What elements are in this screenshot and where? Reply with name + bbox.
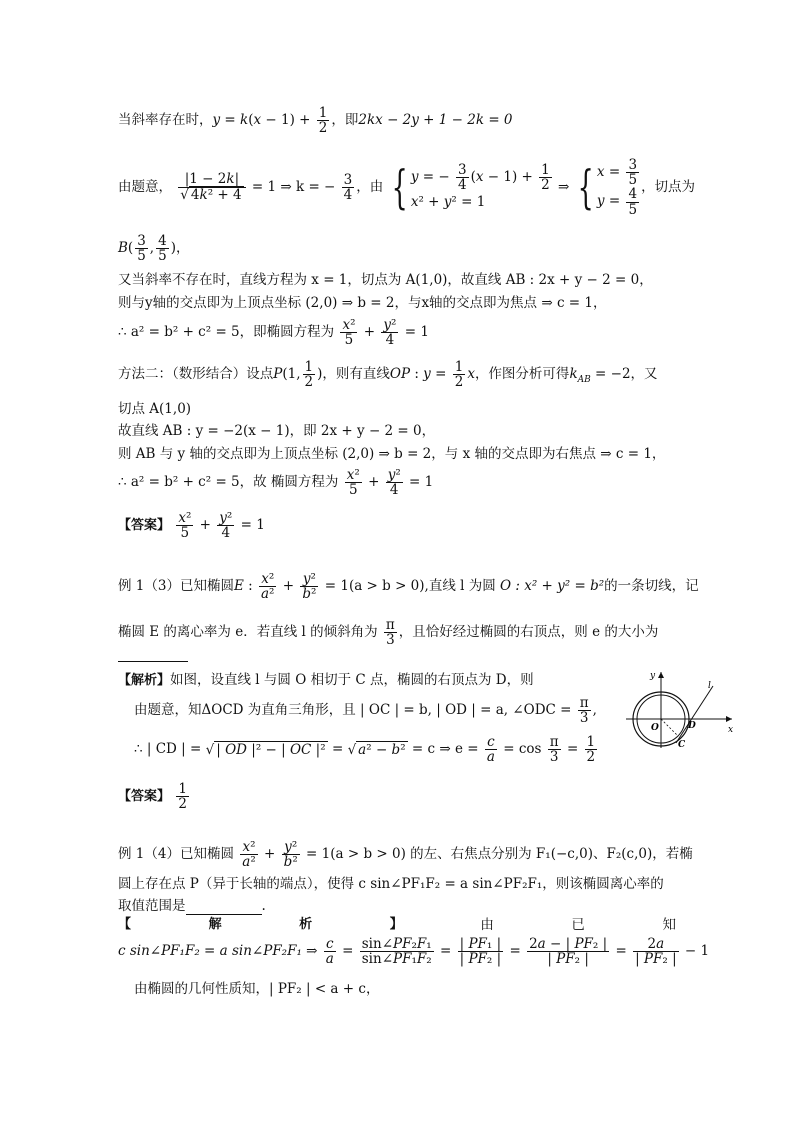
intercepts-text: 则与y轴的交点即为上顶点坐标 (2,0) ⇒ b = 2，与x轴的交点即为焦点 ⇒ c = 1， (118, 295, 607, 311)
text: ∴ a² = b² + c² = 5，即椭圆方程为 (118, 324, 335, 341)
vertical-line-text: 又当斜率不存在时，直线方程为 x = 1，切点为 A(1,0)，故直线 AB : 2x + y − 2 = 0， (118, 272, 653, 288)
text: ，则有直线 (322, 366, 390, 383)
text: 如图，设直线 l 与圆 O 相切于 C 点，椭圆的右顶点为 D，则 (170, 672, 534, 688)
tangent-equation: 2kx − 2y + 1 − 2k = 0 (358, 112, 513, 129)
text: 例 1（3）已知椭圆 (118, 578, 234, 595)
text: = (566, 741, 579, 758)
slope-exists-line: 当斜率存在时，y = k(x − 1) + $\frac{1}{2}$ ，即2kx − 2y + 1 − 2k = 0 (118, 105, 513, 137)
char: 析 (299, 917, 313, 932)
ex3-analysis (118, 668, 534, 688)
tangent-A-text: 切点 A(1,0) (118, 401, 192, 417)
by-question-line: 由题意， $\frac{|1 - 2k|}{\text{√ 4k² + 4}}$ = 1 ⇒ k = − $\frac{3}{4}$ ，由 { y = − $\frac{3}{4}$ (x − 1) + $\frac{1}{2}$ x² + y² = 1 ⇒ { x = $\frac{3}{5}$ y = $\frac{4}{5}$ ，切点为 (118, 157, 696, 218)
answer-tag: 【答案】 (118, 789, 171, 805)
ex4-line1: 例 1（4）已知椭圆 $\frac{\text{x²}}{\text{a²}}$ + $\frac{\text{y²}}{\text{b²}}$ = 1(a > b > 0) 的左、右焦点分别为 F₁(−c,0)、F₂(c,0)，若椭 (118, 839, 693, 871)
ellipse-eq2-line: ∴ a² = b² + c² = 5，故 椭圆方程为 $\frac{\text{x²}}{5}$ + $\frac{\text{y²}}{4}$ = 1 (118, 467, 434, 499)
text: 的一条切线，记 (604, 578, 699, 595)
text: ，且恰好经过椭圆的右顶点，则 e 的大小为 (398, 624, 659, 641)
line-AB-text: 故直线 AB : y = −2(x − 1)，即 2x + y − 2 = 0， (118, 423, 436, 439)
text: . (261, 898, 266, 914)
ex3-triangle-line: 由题意，知ΔOCD 为直角三角形，且 | OC | = b, | OD | = a, ∠ODC = $\frac{\pi}{3}$ , (134, 695, 597, 727)
ex3-blank (118, 645, 188, 662)
ex4-geom: 由椭圆的几何性质知，| PF₂ | < a + c， (134, 981, 380, 997)
char: 】 (389, 917, 403, 932)
char: 解 (208, 917, 222, 932)
text: 当斜率存在时， (118, 112, 213, 129)
fig-label-x: x (728, 725, 734, 735)
text: = 1 (240, 517, 265, 534)
text: ∴ a² = b² + c² = 5，故 椭圆方程为 (118, 474, 339, 491)
answer-tag: 【答案】 (118, 518, 171, 534)
fig-label-C: C (678, 740, 686, 750)
text: 由题意，知ΔOCD 为直角三角形，且 | OC | = b, | OD | = a, ∠ODC = (134, 702, 572, 719)
text: = 1(a > b > 0) (324, 578, 425, 595)
ex4-analysis-spread (118, 913, 676, 933)
ex3-line1: 例 1（3）已知椭圆E : $\frac{\text{x²}}{\text{a²}}$ + $\frac{\text{y²}}{\text{b²}}$ = 1(a > b > 0),直线 l 为圆 O : x² + y² = b²的一条切线，记 (118, 571, 699, 603)
text: = 1 ⇒ k = − (251, 178, 336, 195)
ellipse-eq-line: ∴ a² = b² + c² = 5，即椭圆方程为 $\frac{\text{x²}}{5}$ + $\frac{\text{y²}}{4}$ = 1 (118, 317, 429, 349)
text: = 1(a > b > 0) 的左、右焦点分别为 F₁(−c,0)、F₂(c,0)，若椭 (306, 846, 693, 863)
text: = 1 (404, 324, 429, 341)
circle-eq: O : x² + y² = b² (500, 578, 605, 595)
fraction: $\frac{3}{4}$ (343, 171, 353, 203)
text: 由题意， (118, 178, 172, 195)
answer1-line: 【答案】 $\frac{\text{x²}}{5}$ + $\frac{\text{y²}}{4}$ = 1 (118, 510, 265, 542)
ex4-chain: c sin∠PF₁F₂ = a sin∠PF₂F₁ ⇒ $\frac{c}{a}$ = $\frac{\text{sin∠PF₂F₁}}{\text{sin∠PF₁F₂}}$ = $\frac{\text{| PF₁ |}}{\text{| PF₂ |}}$ = $\frac{\text{2a − | PF₂ |}}{\text{| PF₂ |}}$ = $\frac{2a}{\text{| PF₂ |}}$ − 1 (118, 936, 710, 968)
text: ，作图分析可得 (474, 366, 570, 383)
text: c sin∠PF₁F₂ = a sin∠PF₂F₁ ⇒ (118, 943, 318, 960)
b-point-line: B( $\frac{3}{5}$ , $\frac{4}{5}$ )， (118, 233, 190, 265)
distance-fraction: $\frac{|1 - 2k|}{\text{√ 4k² + 4}}$ (178, 172, 245, 202)
ex3-line2: 椭圆 E 的离心率为 e．若直线 l 的倾斜角为 $\frac{\pi}{3}$ ，且恰好经过椭圆的右顶点，则 e 的大小为 (118, 617, 659, 649)
text: 椭圆 E 的离心率为 e．若直线 l 的倾斜角为 (118, 624, 378, 641)
char: 知 (662, 917, 676, 933)
fig-label-O: O (651, 723, 659, 733)
text: ，切点为 (641, 178, 696, 195)
ellipse-tangent-figure (620, 666, 738, 750)
text: 方法二：（数形结合）设点 (118, 366, 274, 383)
solution-system: x = $\frac{3}{5}$ y = $\frac{4}{5}$ (596, 157, 638, 218)
ex3-cd-line: ∴ | CD | = √ | OD |² − | OC |² = √ a² − b² = c ⇒ e = $\frac{c}{a}$ = cos $\frac{\pi}{3}$ = $\frac{1}{2}$ (134, 734, 596, 766)
char: 已 (571, 917, 585, 933)
text: ,直线 l 为圆 (424, 578, 496, 595)
fig-label-y: y (650, 671, 656, 681)
method2-intro: 方法二：（数形结合）设点P(1, $\frac{1}{2}$ )，则有直线OP : y = $\frac{1}{2}$ x，作图分析可得$k_{AB} = -2$，又 (118, 359, 658, 391)
text: = −2，又 (595, 366, 658, 383)
fig-label-l: l (708, 681, 711, 691)
analysis-tag: 【解析】 (118, 673, 171, 688)
equation-system: y = − $\frac{3}{4}$ (x − 1) + $\frac{1}{2}$ x² + y² = 1 (410, 161, 550, 210)
text: = 1 (409, 474, 434, 491)
answer2-line: 【答案】 $\frac{1}{2}$ (118, 781, 187, 813)
text: = c ⇒ e = (411, 741, 479, 758)
text: ，由 (356, 178, 384, 195)
fig-label-D: D (688, 721, 696, 731)
char: 【 (118, 917, 132, 932)
text: ∴ | CD | = (134, 741, 202, 758)
ex4-line3 (118, 894, 266, 915)
fraction: $\frac{1}{2}$ (318, 105, 328, 137)
intercepts2-text: 则 AB 与 y 轴的交点即为上顶点坐标 (2,0) ⇒ b = 2，与 x 轴的交点即为右焦点 ⇒ c = 1， (118, 446, 666, 462)
text: = cos (503, 741, 542, 758)
brace: { (577, 160, 594, 215)
text: 例 1（4）已知椭圆 (118, 846, 234, 863)
brace: { (391, 160, 408, 215)
text: 取值范围是 (118, 898, 186, 914)
ex4-line2: 圆上存在点 P（异于长轴的端点），使得 c sin∠PF₁F₂ = a sin∠PF₂F₁，则该椭圆离心率的 (118, 876, 664, 892)
char: 由 (480, 917, 494, 933)
text: ，即 (331, 112, 359, 129)
